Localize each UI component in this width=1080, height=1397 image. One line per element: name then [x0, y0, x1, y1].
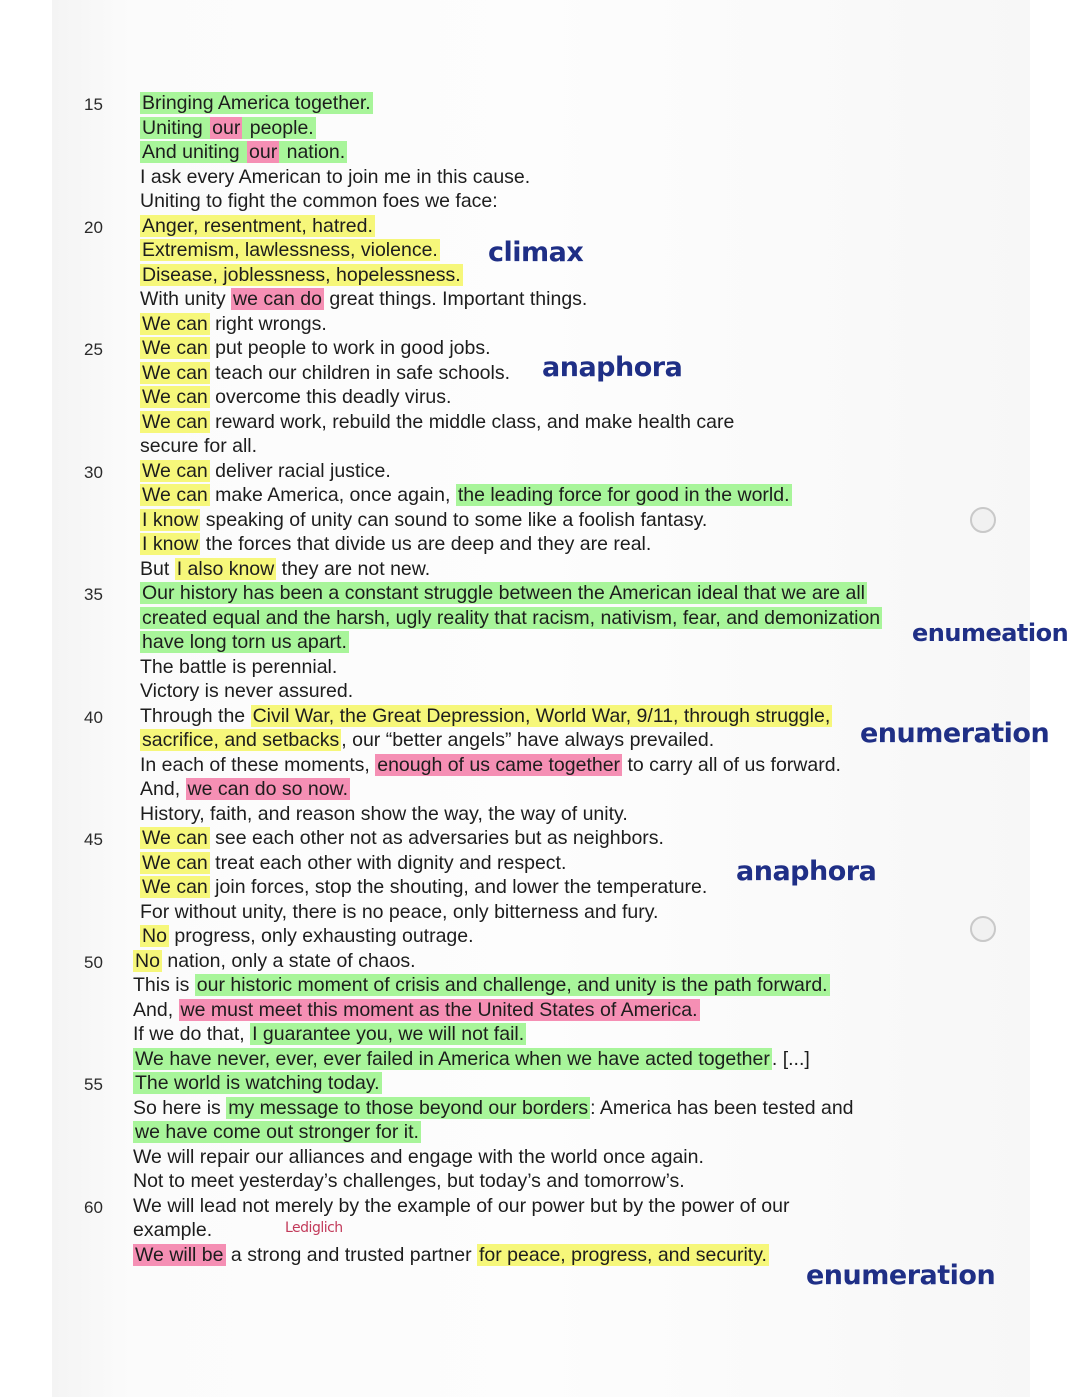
speech-line [133, 1194, 789, 1218]
speech-line [140, 728, 714, 752]
annotation-climax: climax [488, 237, 584, 268]
punch-hole-bottom [970, 916, 996, 942]
line-text: a strong and trusted partner [225, 1243, 477, 1266]
speech-line [140, 581, 867, 605]
annotation-enumeration-1: enumeation [912, 619, 1069, 647]
speech-line [140, 312, 327, 336]
highlighted-text: No [135, 949, 160, 972]
line-text: great things. Important things. [323, 288, 588, 310]
line-text: History, faith, and reason show the way, the way of unity. [140, 802, 628, 825]
speech-line [133, 1218, 212, 1242]
speech-line [140, 336, 491, 360]
highlighted-text: We can [142, 827, 208, 849]
highlighted-text: And uniting [142, 141, 245, 163]
highlighted-text: We can [142, 361, 208, 384]
speech-line [140, 214, 375, 238]
line-number: 40 [84, 707, 103, 727]
highlighted-text: The world is watching today. [135, 1072, 380, 1094]
speech-line [140, 483, 792, 507]
line-text: For without unity, there is no peace, only bitterness and fury. [140, 900, 659, 923]
highlighted-text: we have come out stronger for it. [135, 1121, 419, 1143]
highlighted-text: our historic moment of crisis and challenge, and unity is the path forward. [196, 974, 828, 996]
line-text: join forces, stop the shouting, and lower the temperature. [209, 876, 708, 898]
line-number: 20 [84, 217, 103, 237]
speech-line [133, 949, 416, 973]
speech-line [140, 679, 353, 703]
line-text: So here is [133, 1096, 227, 1119]
highlighted-text: our [212, 116, 241, 139]
speech-line [140, 606, 882, 630]
highlighted-text: Bringing America together. [142, 92, 371, 114]
highlighted-text: people. [244, 116, 314, 139]
speech-line [133, 1071, 382, 1095]
line-text: We will lead not merely by the example of our power but by the power of our [133, 1194, 790, 1217]
line-text: make America, once again, [209, 484, 456, 506]
punch-hole-top [970, 507, 996, 533]
annotation-anaphora-1: anaphora [542, 352, 683, 383]
speech-line [140, 532, 651, 556]
speech-line [140, 655, 337, 679]
line-text: Through the [140, 704, 251, 727]
line-text: With unity [140, 288, 232, 310]
speech-line [140, 385, 451, 409]
line-text: Victory is never assured. [140, 680, 354, 702]
annotation-lediglich: Lediglich [285, 1220, 343, 1236]
highlighted-text: nation. [281, 141, 346, 163]
line-text: deliver racial justice. [209, 459, 391, 482]
highlighted-text: the leading force for good in the world. [457, 484, 790, 506]
highlighted-text: We can [142, 459, 208, 482]
line-text: teach our children in safe schools. [209, 361, 511, 384]
line-number: 25 [84, 340, 103, 359]
highlighted-text: Anger, resentment, hatred. [142, 214, 373, 237]
highlighted-text: we can do [233, 288, 322, 310]
speech-line [133, 1096, 854, 1120]
speech-line [133, 1047, 810, 1071]
speech-line [140, 924, 474, 948]
highlighted-text: I know [142, 533, 199, 555]
highlighted-text: I know [142, 508, 199, 531]
highlighted-text: Uniting [142, 116, 209, 139]
highlighted-text: created equal and the harsh, ugly reality that racism, nativism, fear, and demonization [142, 606, 881, 629]
line-text: speaking of unity can sound to some like a foolish fantasy. [200, 508, 708, 531]
speech-line [140, 704, 832, 728]
highlighted-text: our [249, 141, 278, 163]
highlighted-text: We can [142, 386, 208, 408]
speech-line [133, 973, 830, 997]
line-text: overcome this deadly virus. [209, 386, 452, 408]
line-text: right wrongs. [209, 312, 327, 335]
annotation-enumeration-2: enumeration [860, 718, 1050, 749]
speech-line [140, 459, 391, 483]
highlighted-text: enough of us came together [377, 753, 621, 776]
highlighted-text: We can [142, 410, 208, 433]
highlighted-text: No [142, 925, 167, 947]
line-text: The battle is perennial. [140, 655, 338, 678]
highlighted-text: We can [142, 312, 208, 335]
line-number: 15 [84, 95, 103, 114]
speech-line [140, 189, 498, 213]
highlighted-text: Disease, joblessness, hopelessness. [142, 263, 461, 286]
speech-line [140, 851, 566, 875]
line-text: , our “better angels” have always prevailed. [341, 729, 715, 751]
line-number: 50 [84, 952, 103, 972]
speech-line [140, 287, 587, 311]
line-text: I ask every American to join me in this cause. [140, 165, 531, 188]
speech-line [140, 557, 430, 581]
line-text: progress, only exhausting outrage. [168, 925, 474, 947]
line-text: example. [133, 1219, 213, 1241]
line-number: 30 [84, 462, 103, 482]
highlighted-text: We have never, ever, ever failed in America when we have acted together [135, 1047, 770, 1070]
highlighted-text: Civil War, the Great Depression, World War, 9/11, through struggle, [252, 704, 831, 727]
line-text: put people to work in good jobs. [209, 337, 491, 359]
speech-line [140, 826, 664, 850]
line-number: 55 [84, 1075, 103, 1094]
line-number: 35 [84, 585, 103, 604]
speech-line [140, 140, 347, 164]
speech-line [140, 91, 373, 115]
line-number: 60 [84, 1197, 103, 1217]
line-text: And, [140, 778, 186, 800]
speech-line [140, 410, 734, 434]
line-text: This is [133, 974, 195, 996]
speech-line [140, 777, 350, 801]
speech-line [140, 263, 463, 287]
line-text: And, [133, 998, 179, 1021]
annotation-enumeration-3: enumeration [806, 1260, 996, 1291]
line-text: If we do that, [133, 1023, 251, 1045]
highlighted-text: We can [142, 484, 208, 506]
line-text: to carry all of us forward. [622, 753, 841, 776]
speech-line [140, 165, 530, 189]
highlighted-text: Our history has been a constant struggle between the American ideal that we are all [142, 582, 866, 604]
line-text: the forces that divide us are deep and they are real. [200, 533, 652, 555]
line-text: secure for all. [140, 435, 258, 457]
speech-line [133, 1022, 526, 1046]
speech-line [140, 508, 707, 532]
highlighted-text: I guarantee you, we will not fail. [252, 1023, 525, 1045]
speech-line [140, 238, 440, 262]
speech-line [133, 1120, 421, 1144]
speech-line [140, 361, 510, 385]
line-text: reward work, rebuild the middle class, and make health care [209, 410, 735, 433]
highlighted-text: my message to those beyond our borders [228, 1096, 589, 1119]
speech-line [140, 434, 257, 458]
highlighted-text: for peace, progress, and security. [479, 1243, 767, 1266]
highlighted-text: I also know [176, 557, 275, 580]
line-text: Uniting to fight the common foes we face: [140, 190, 498, 212]
highlighted-text: We can [142, 876, 208, 898]
highlighted-text: sacrifice, and setbacks [142, 729, 340, 751]
highlighted-text: have long torn us apart. [142, 631, 347, 653]
speech-line [140, 802, 628, 826]
annotation-anaphora-2: anaphora [736, 856, 877, 887]
speech-line [140, 753, 841, 777]
speech-line [140, 116, 316, 140]
line-text: treat each other with dignity and respect. [209, 851, 567, 874]
line-number: 45 [84, 830, 103, 849]
speech-line [133, 1169, 685, 1193]
highlighted-text: we can do so now. [187, 778, 348, 800]
line-text: But [140, 557, 175, 580]
line-text: In each of these moments, [140, 753, 376, 776]
speech-line [140, 900, 658, 924]
highlighted-text: we must meet this moment as the United States of America. [180, 998, 698, 1021]
line-text: We will repair our alliances and engage with the world once again. [133, 1145, 704, 1168]
line-text: nation, only a state of chaos. [161, 949, 416, 972]
line-text: : America has been tested and [590, 1096, 854, 1119]
highlighted-text: Extremism, lawlessness, violence. [142, 239, 438, 261]
line-text: Not to meet yesterday’s challenges, but today’s and tomorrow’s. [133, 1170, 685, 1192]
speech-line [133, 1145, 704, 1169]
speech-line [140, 875, 707, 899]
speech-line [133, 998, 700, 1022]
speech-line [140, 630, 349, 654]
speech-line [133, 1243, 769, 1267]
line-text: . [...] [771, 1047, 810, 1070]
line-text: they are not new. [276, 557, 431, 580]
highlighted-text: We can [142, 337, 208, 359]
highlighted-text: We can [142, 851, 208, 874]
line-text: see each other not as adversaries but as neighbors. [209, 827, 664, 849]
highlighted-text: We will be [135, 1243, 224, 1266]
